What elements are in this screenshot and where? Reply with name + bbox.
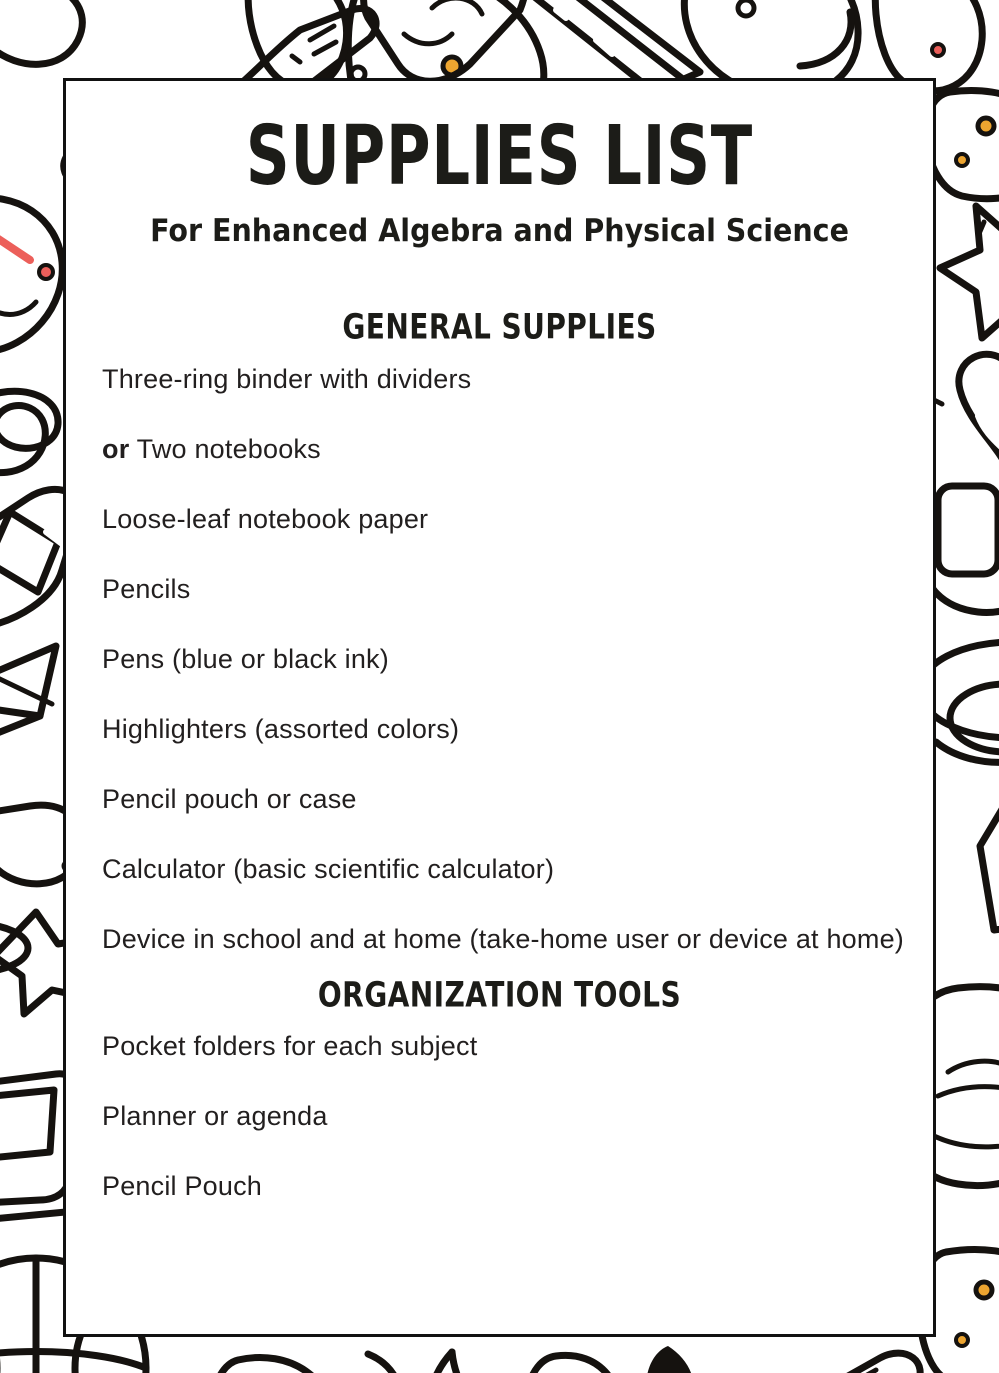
list-item <box>102 434 321 465</box>
list-item: Calculator (basic scientific calculator) <box>102 854 555 884</box>
list-item: Pencils <box>102 574 191 604</box>
list-item: Three-ring binder with dividers <box>102 364 472 394</box>
list-item: Pencil pouch or case <box>102 784 357 814</box>
list-item: Pens (blue or black ink) <box>102 644 389 674</box>
page-subtitle: For Enhanced Algebra and Physical Science <box>150 213 849 249</box>
list-item: Pocket folders for each subject <box>102 1031 478 1061</box>
section-heading-organization-tools: ORGANIZATION TOOLS <box>317 973 682 1015</box>
list-item: Pencil Pouch <box>102 1171 262 1201</box>
list-item: Highlighters (assorted colors) <box>102 714 460 744</box>
list-item-label: Two notebooks <box>129 434 321 464</box>
page-title: SUPPLIES LIST <box>245 107 754 204</box>
list-item: Device in school and at home (take-home user or device at home) <box>102 924 904 954</box>
list-item: Loose-leaf notebook paper <box>102 504 429 534</box>
section-heading-general-supplies: GENERAL SUPPLIES <box>342 305 657 347</box>
list-item-prefix: or <box>102 434 130 464</box>
poster-card <box>63 78 936 1337</box>
list-item: Planner or agenda <box>102 1101 328 1131</box>
